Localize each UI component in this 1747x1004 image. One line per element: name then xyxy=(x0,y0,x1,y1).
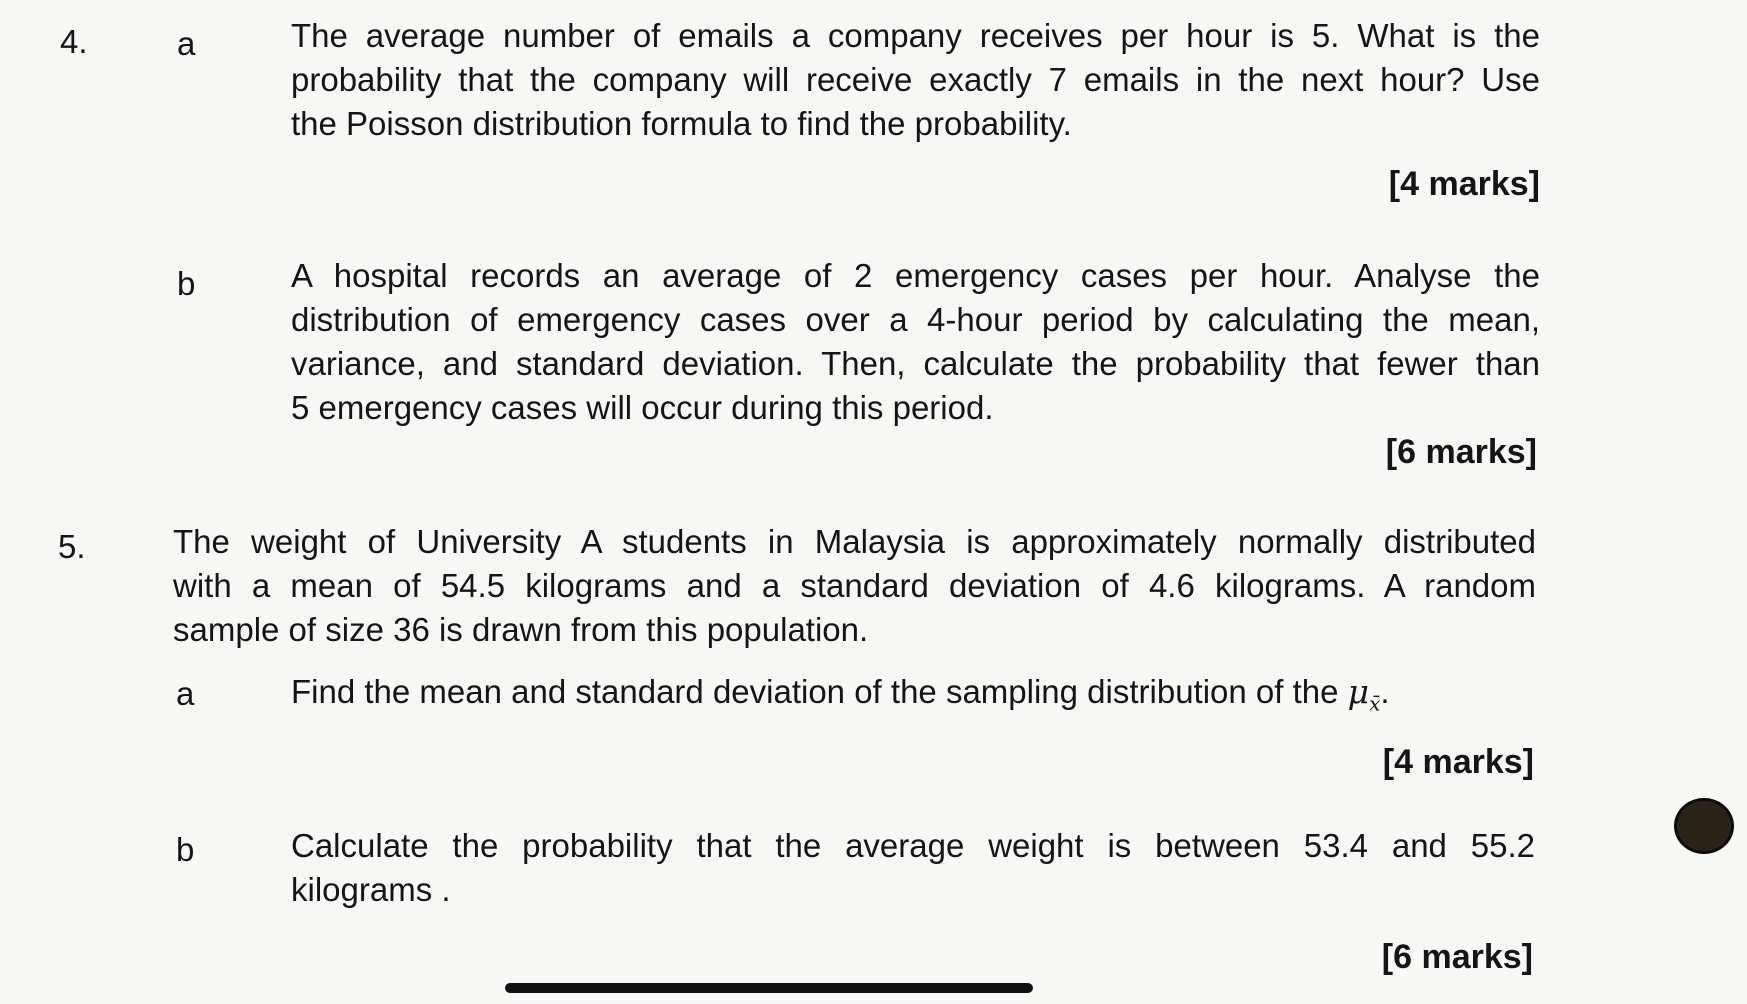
question-5a-period: . xyxy=(1380,673,1390,710)
question-4a-line-3: the Poisson distribution formula to find the probability. xyxy=(291,105,1072,142)
mu-xbar-symbol xyxy=(1347,672,1381,716)
question-5b-label: b xyxy=(176,831,195,868)
question-4a-label: a xyxy=(177,25,196,62)
question-5-intro-line-1: The weight of University A students in Malaysia is approximately normally distributed xyxy=(173,523,1536,560)
question-4b-line-1: A hospital records an average of 2 emergency cases per hour. Analyse the xyxy=(291,257,1540,294)
question-4b-line-3: variance, and standard deviation. Then, calculate the probability that fewer than xyxy=(291,345,1540,382)
question-4b-label: b xyxy=(177,265,196,302)
question-5a-marks: [4 marks] xyxy=(1382,743,1534,781)
question-5b-marks: [6 marks] xyxy=(1381,938,1533,976)
question-5b-line-1: Calculate the probability that the average weight is between 53.4 and 55.2 xyxy=(291,827,1535,864)
question-5-intro xyxy=(173,520,1536,652)
question-4a-marks: [4 marks] xyxy=(1388,165,1540,203)
mu-symbol: μ xyxy=(1347,672,1370,711)
question-4b-line-2: distribution of emergency cases over a 4-hour period by calculating the mean, xyxy=(291,301,1540,338)
question-5b-text xyxy=(291,824,1535,912)
home-indicator-bar[interactable] xyxy=(505,983,1033,993)
question-5b-line-2: kilograms . xyxy=(291,871,451,908)
question-4a-line-2: probability that the company will receive exactly 7 emails in the next hour? Use xyxy=(291,61,1540,98)
question-5a-text xyxy=(291,670,1390,726)
question-5-intro-line-3: sample of size 36 is drawn from this population. xyxy=(173,611,869,648)
question-4b-marks: [6 marks] xyxy=(1385,433,1537,471)
recording-dot xyxy=(1674,798,1734,854)
question-5a-sentence: Find the mean and standard deviation of the sampling distribution of the xyxy=(291,673,1348,710)
question-4b-line-4: 5 emergency cases will occur during this period. xyxy=(291,389,994,426)
question-4b-text xyxy=(291,254,1540,430)
question-5a-label: a xyxy=(176,675,195,712)
question-5-number: 5. xyxy=(58,528,86,565)
question-4a-text xyxy=(291,14,1540,146)
question-5-intro-line-2: with a mean of 54.5 kilograms and a standard deviation of 4.6 kilograms. A random xyxy=(173,567,1536,604)
xbar-subscript: x̄ xyxy=(1369,691,1381,716)
question-4a-line-1: The average number of emails a company receives per hour is 5. What is the xyxy=(291,17,1540,54)
question-4-number: 4. xyxy=(60,23,88,60)
